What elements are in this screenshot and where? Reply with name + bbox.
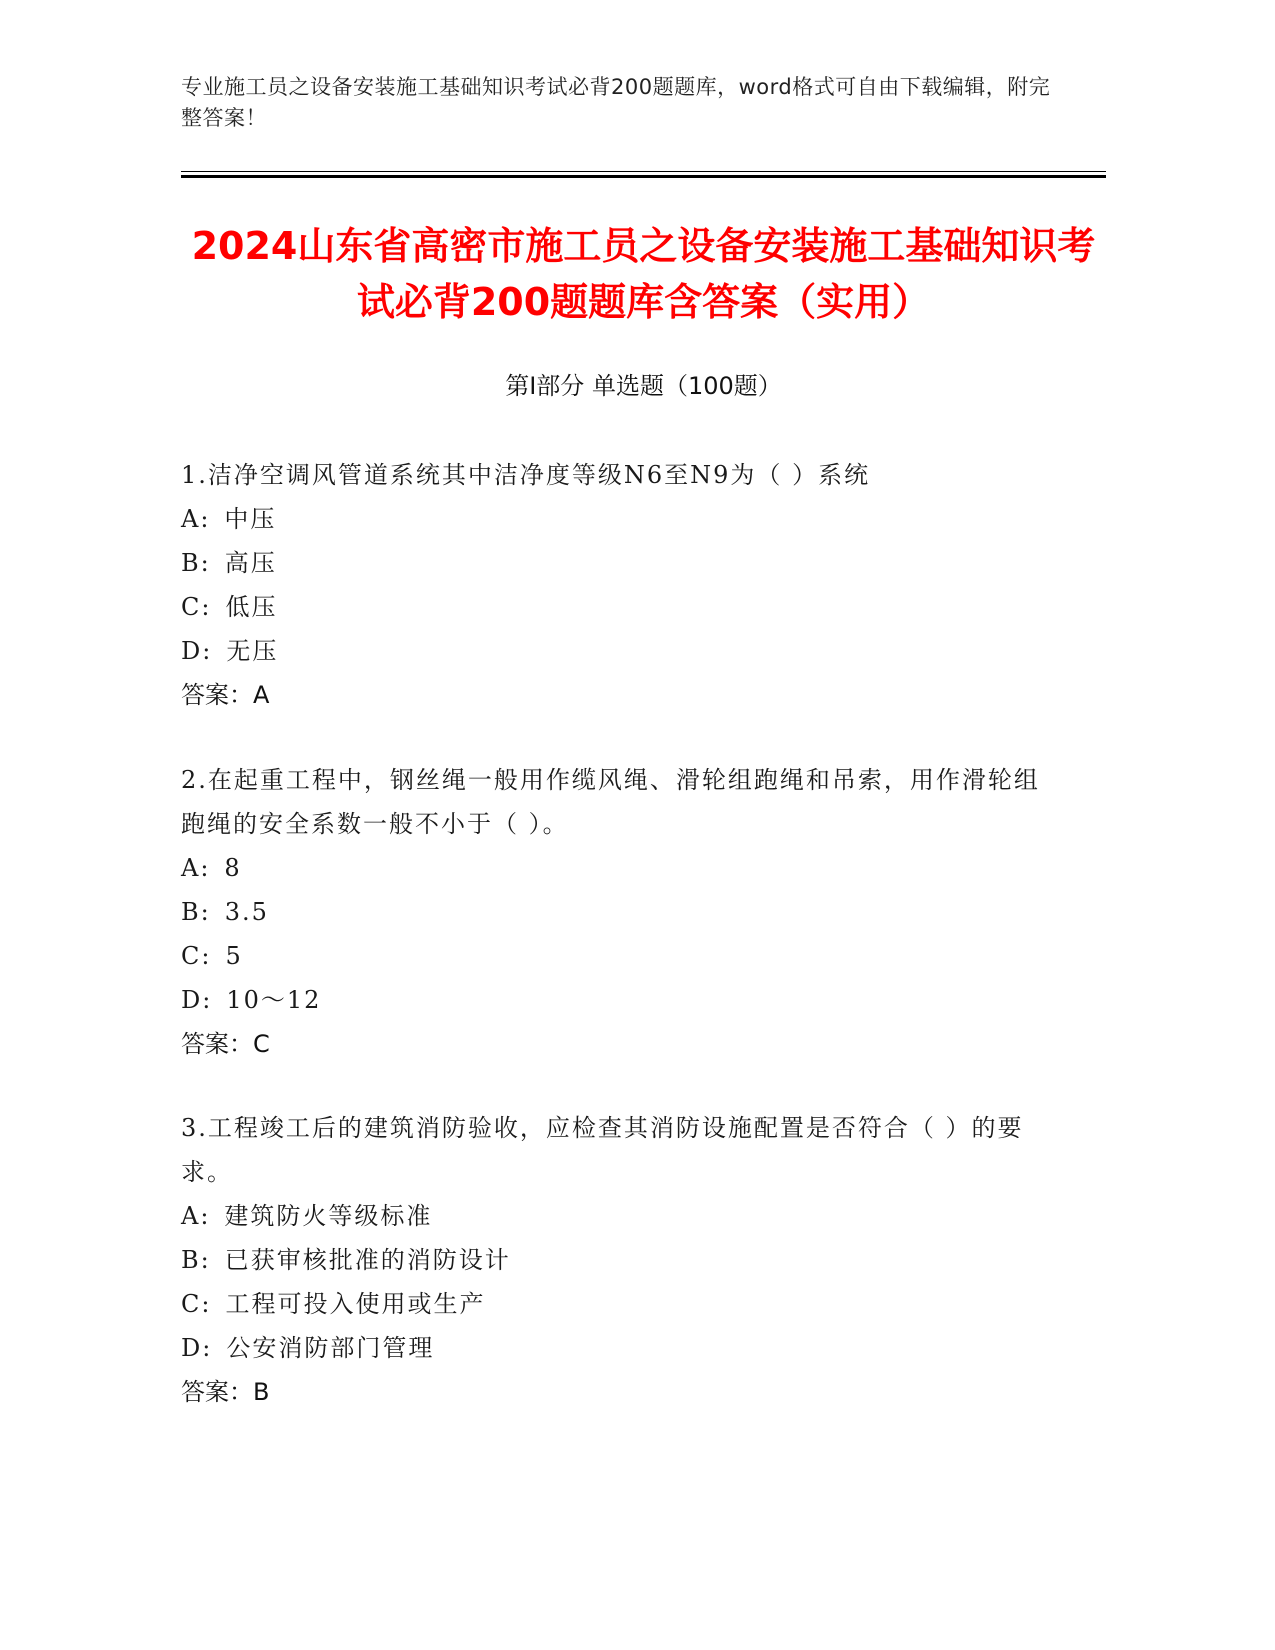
option-text: 建筑防火等级标准 — [224, 1202, 433, 1230]
option-b — [181, 541, 1041, 585]
question-stem: 3.工程竣工后的建筑消防验收，应检查其消防设施配置是否符合（ ）的要求。 — [181, 1114, 1024, 1186]
question-stem: 1.洁净空调风管道系统其中洁净度等级N6至N9为（ ）系统 — [181, 461, 871, 489]
header-divider-thin — [181, 171, 1106, 172]
option-key: A: — [181, 854, 211, 882]
option-text: 公安消防部门管理 — [226, 1334, 435, 1362]
option-d — [181, 1326, 1041, 1370]
option-d — [181, 629, 1041, 673]
option-b — [181, 890, 1041, 934]
option-c — [181, 1282, 1041, 1326]
option-key: A: — [181, 505, 211, 533]
option-c — [181, 934, 1041, 978]
option-text: 8 — [224, 854, 242, 882]
option-a — [181, 1194, 1041, 1238]
answer-line: 答案：B — [181, 1378, 270, 1406]
option-text: 中压 — [224, 505, 277, 533]
header-divider-thick — [181, 175, 1106, 178]
option-key: A: — [181, 1202, 211, 1230]
option-text: 5 — [225, 942, 243, 970]
answer-line: 答案：C — [181, 1030, 270, 1058]
option-text: 工程可投入使用或生产 — [225, 1290, 486, 1318]
option-text: 10～12 — [226, 986, 322, 1014]
question-3 — [181, 1106, 1041, 1414]
question-stem: 2.在起重工程中，钢丝绳一般用作缆风绳、滑轮组跑绳和吊索，用作滑轮组跑绳的安全系数一般不小于（ ）。 — [181, 766, 1040, 838]
section-title: 第Ⅰ部分 单选题（100题） — [505, 372, 782, 400]
option-text: 已获审核批准的消防设计 — [224, 1246, 511, 1274]
option-key: D: — [181, 637, 213, 665]
document-title: 2024山东省高密市施工员之设备安装施工基础知识考试必背200题题库含答案（实用） — [191, 224, 1096, 324]
option-key: B: — [181, 549, 211, 577]
option-key: C: — [181, 942, 212, 970]
option-key: D: — [181, 1334, 213, 1362]
option-key: D: — [181, 986, 213, 1014]
option-a — [181, 497, 1041, 541]
answer-line: 答案：A — [181, 681, 270, 709]
option-d — [181, 978, 1041, 1022]
option-key: B: — [181, 898, 211, 926]
header-note: 专业施工员之设备安装施工基础知识考试必背200题题库，word格式可自由下载编辑，附完整答案！ — [181, 75, 1051, 130]
option-key: B: — [181, 1246, 211, 1274]
option-text: 高压 — [224, 549, 277, 577]
option-key: C: — [181, 1290, 212, 1318]
question-2 — [181, 758, 1041, 1066]
option-text: 无压 — [226, 637, 279, 665]
option-key: C: — [181, 593, 212, 621]
option-a — [181, 846, 1041, 890]
question-1 — [181, 453, 1041, 717]
option-text: 3.5 — [224, 898, 269, 926]
option-c — [181, 585, 1041, 629]
option-b — [181, 1238, 1041, 1282]
option-text: 低压 — [225, 593, 278, 621]
